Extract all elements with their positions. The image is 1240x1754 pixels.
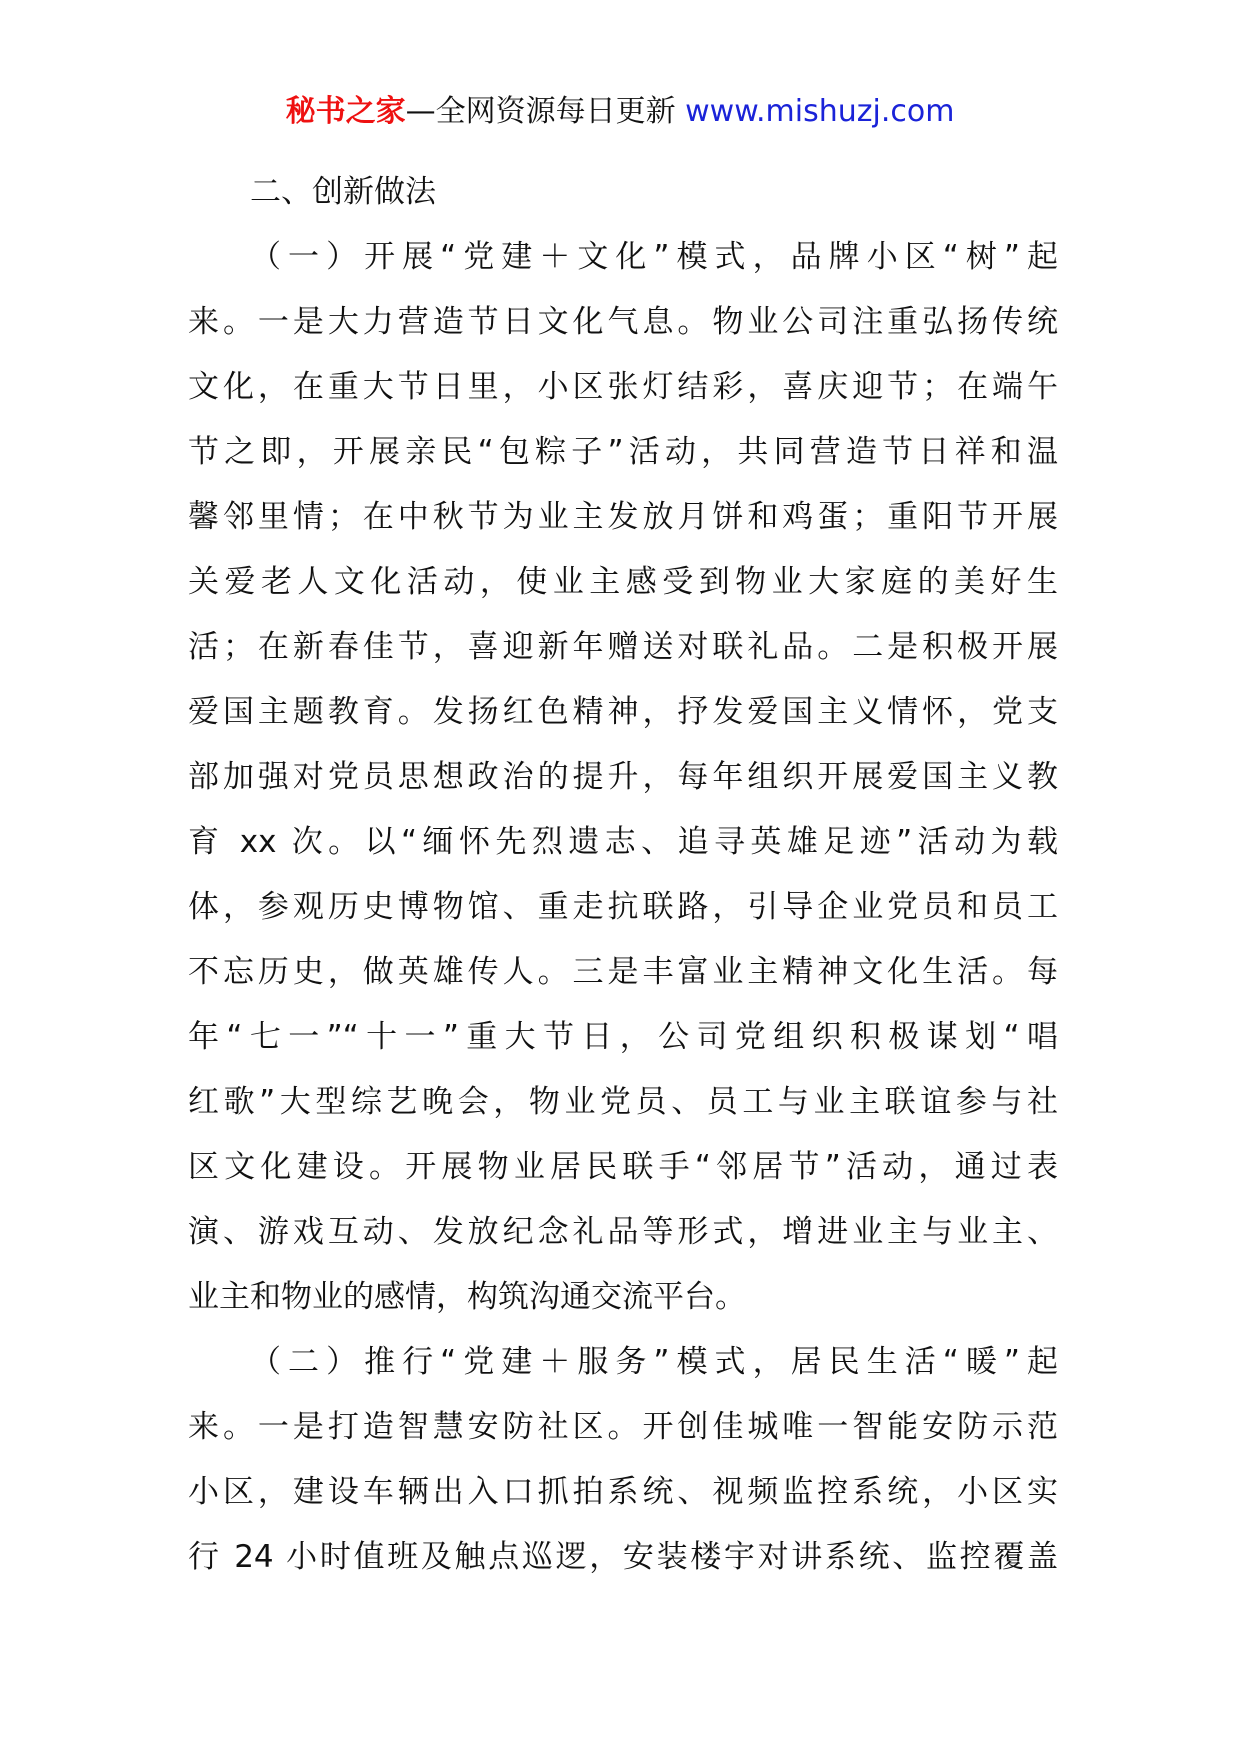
text-line: 年“七一”“十一”重大节日，公司党组织积极谋划“唱 (188, 1019, 1058, 1055)
text-line: 来。一是打造智慧安防社区。开创佳城唯一智能安防示范 (188, 1409, 1058, 1445)
text-line: 馨邻里情；在中秋节为业主发放月饼和鸡蛋；重阳节开展 (188, 499, 1058, 535)
site-url-link[interactable]: www.mishuzj.com (685, 94, 955, 129)
text-line: 演、游戏互动、发放纪念礼品等形式，增进业主与业主、 (188, 1214, 1058, 1250)
text-line: 部加强对党员思想政治的提升，每年组织开展爱国主义教 (188, 759, 1058, 795)
text-line: 行 24 小时值班及触点巡逻，安装楼宇对讲系统、监控覆盖 (188, 1539, 1058, 1575)
text-line: 来。一是大力营造节日文化气息。物业公司注重弘扬传统 (188, 304, 1058, 340)
text-line: （二）推行“党建＋服务”模式，居民生活“暖”起 (250, 1344, 1058, 1380)
text-line: 文化，在重大节日里，小区张灯结彩，喜庆迎节；在端午 (188, 369, 1058, 405)
document-body (188, 160, 1058, 1590)
paragraph-service-model (188, 1330, 1058, 1590)
text-line: 关爱老人文化活动，使业主感受到物业大家庭的美好生 (188, 564, 1058, 600)
text-line: 红歌”大型综艺晚会，物业党员、员工与业主联谊参与社 (188, 1084, 1058, 1120)
text-line: 爱国主题教育。发扬红色精神，抒发爱国主义情怀，党支 (188, 694, 1058, 730)
site-header (0, 92, 1240, 132)
text-line: 节之即，开展亲民“包粽子”活动，共同营造节日祥和温 (188, 434, 1058, 470)
site-tagline: —全网资源每日更新 (405, 94, 686, 129)
section-heading: 二、创新做法 (250, 174, 436, 210)
text-line: 体，参观历史博物馆、重走抗联路，引导企业党员和员工 (188, 889, 1058, 925)
paragraph-culture-model (188, 225, 1058, 1330)
text-line: 小区，建设车辆出入口抓拍系统、视频监控系统，小区实 (188, 1474, 1058, 1510)
text-line: 育 xx 次。以“缅怀先烈遗志、追寻英雄足迹”活动为载 (188, 824, 1058, 860)
text-line: 区文化建设。开展物业居民联手“邻居节”活动，通过表 (188, 1149, 1058, 1185)
text-line: 活；在新春佳节，喜迎新年赠送对联礼品。二是积极开展 (188, 629, 1058, 665)
text-line: （一）开展“党建＋文化”模式，品牌小区“树”起 (250, 239, 1058, 275)
text-line: 不忘历史，做英雄传人。三是丰富业主精神文化生活。每 (188, 954, 1058, 990)
site-brand: 秘书之家 (285, 94, 406, 129)
text-line: 业主和物业的感情，构筑沟通交流平台。 (188, 1279, 746, 1315)
